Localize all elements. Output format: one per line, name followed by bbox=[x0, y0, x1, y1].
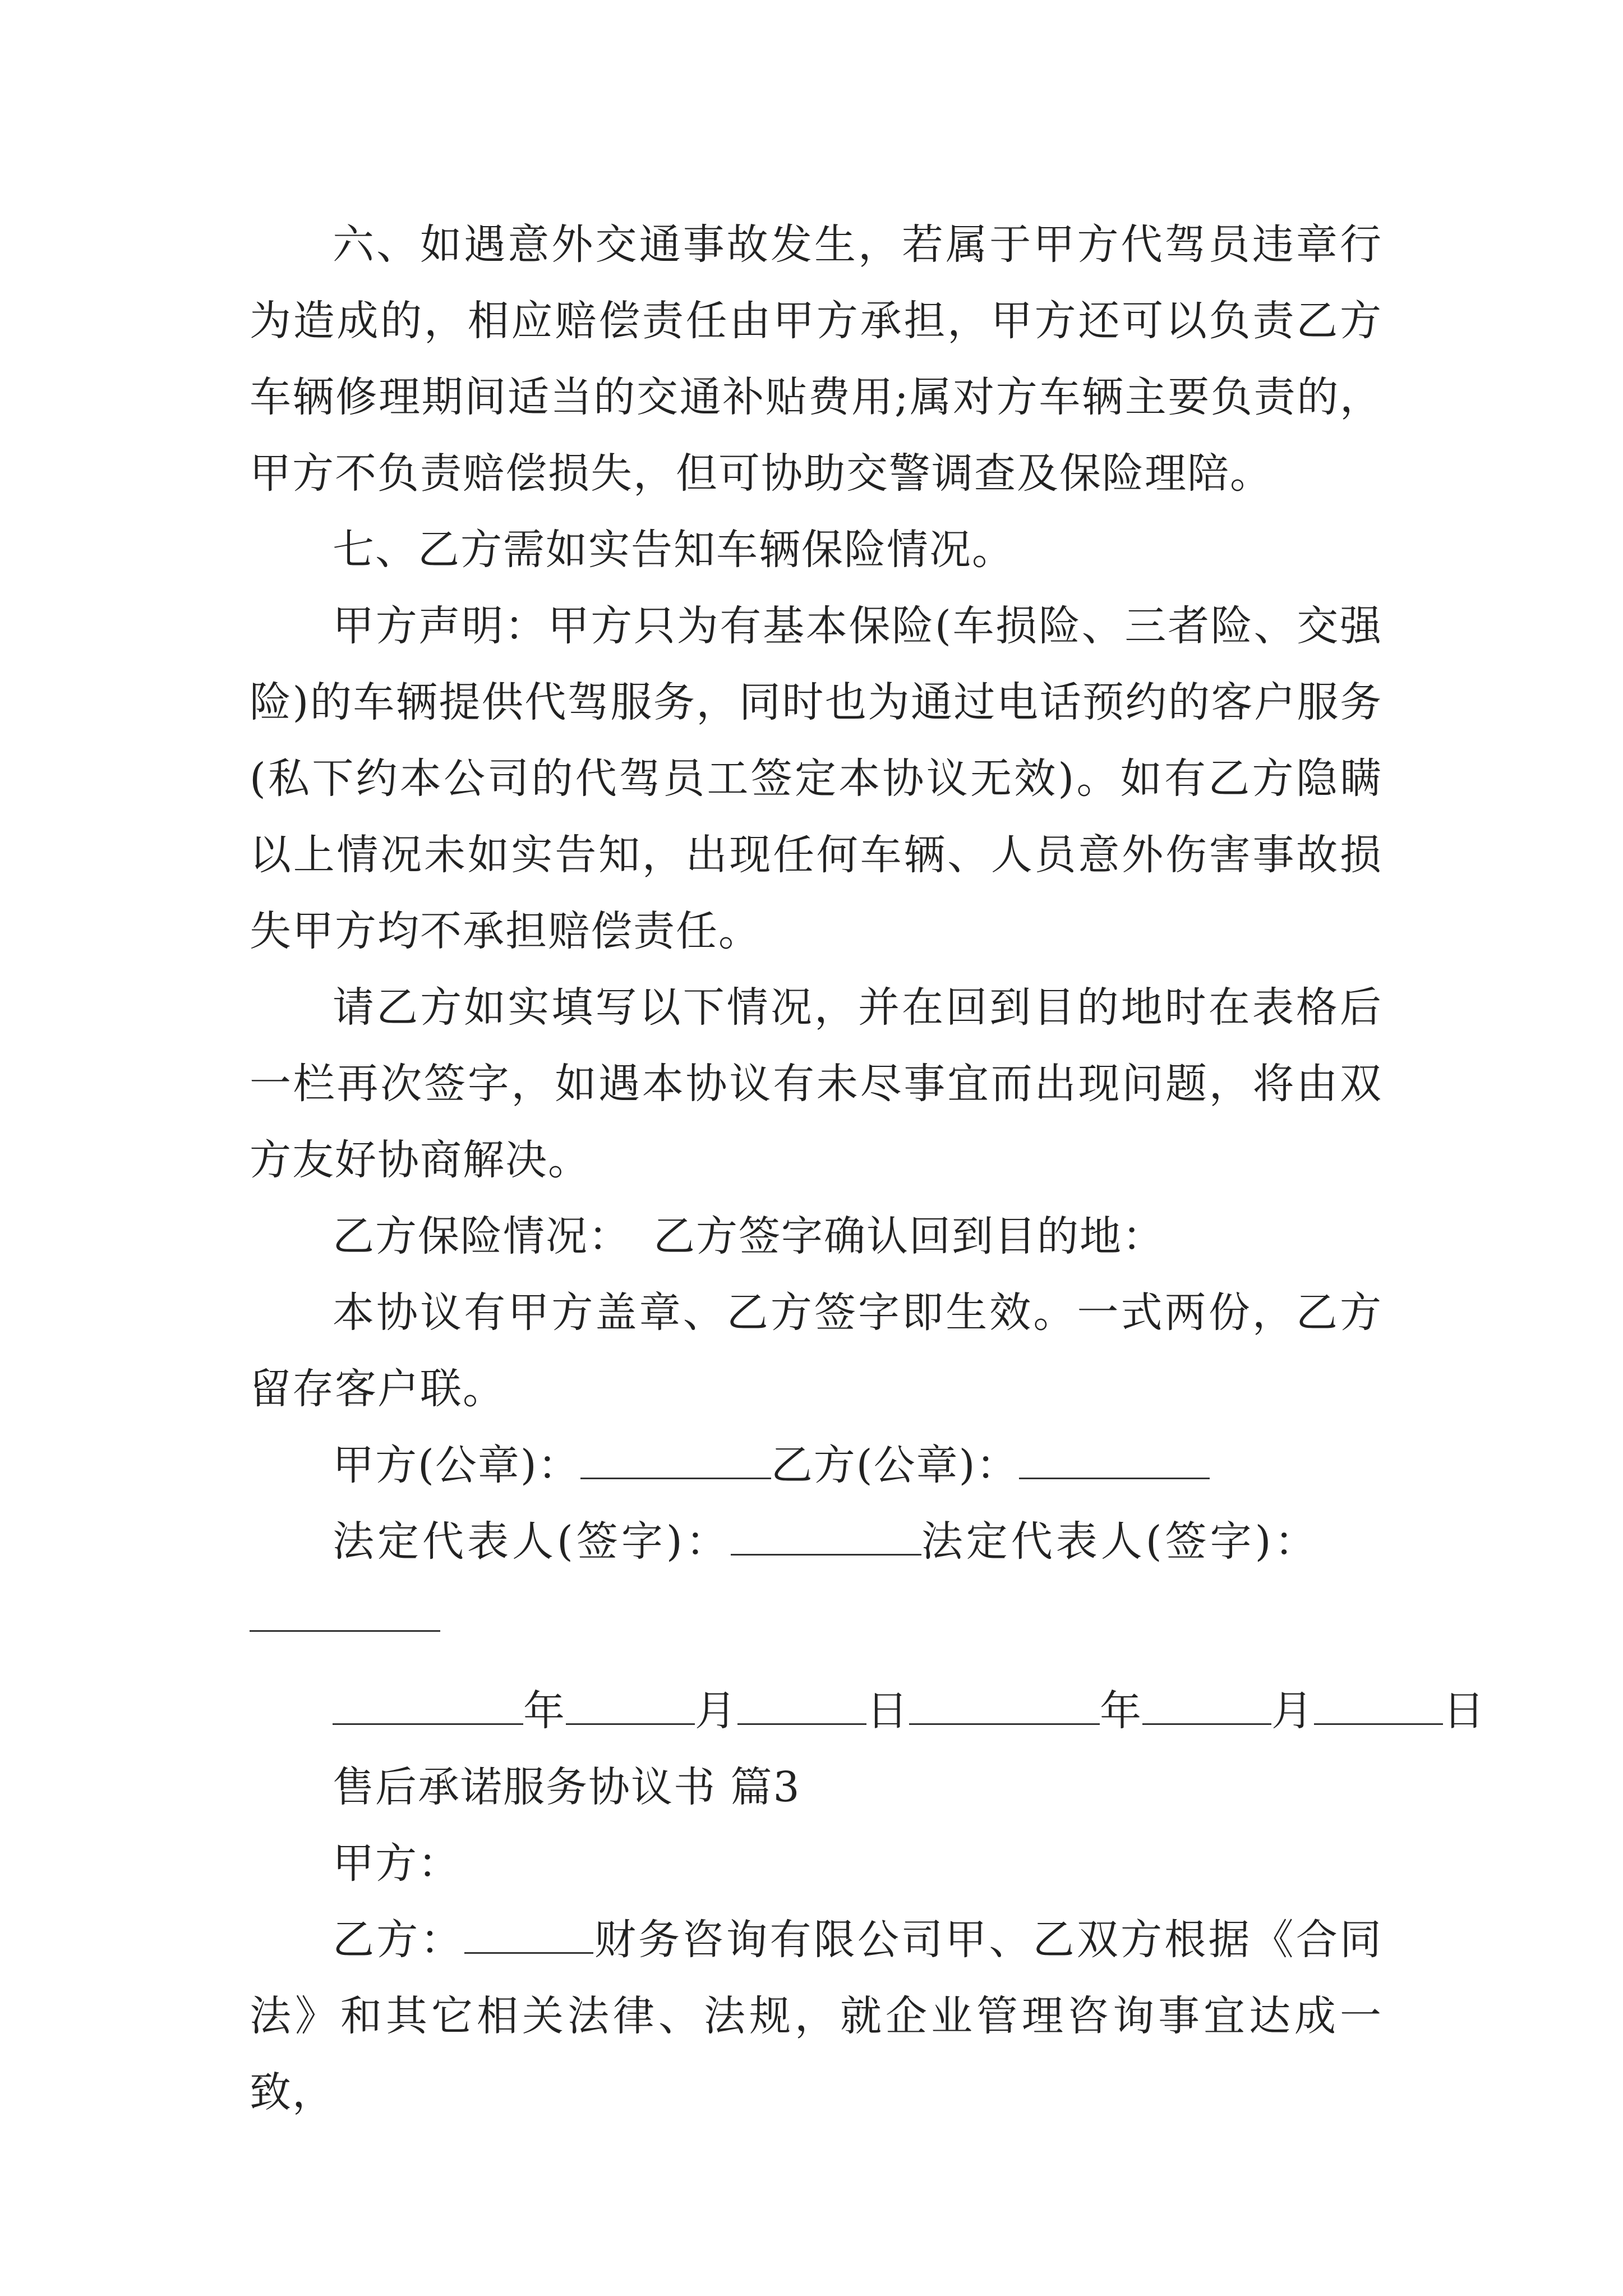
month-a-label: 月 bbox=[695, 1687, 737, 1735]
party-a-label: 甲方： bbox=[333, 1839, 460, 1888]
rep-a-blank[interactable] bbox=[731, 1515, 921, 1556]
rep-a-label: 法定代表人(签字)： bbox=[333, 1517, 731, 1566]
party-b-paragraph bbox=[250, 1902, 1382, 2131]
party-b-text: 财务咨询有限公司甲、乙双方根据《合同法》和其它相关法律、法规，就企业管理咨询事宜达成一致， bbox=[250, 1916, 1383, 2116]
party-a-seal-blank[interactable] bbox=[580, 1438, 771, 1479]
party-a-seal-label: 甲方(公章)： bbox=[333, 1441, 580, 1489]
day-b-blank[interactable] bbox=[1314, 1684, 1443, 1725]
party-a-declaration: 甲方声明：甲方只为有基本保险(车损险、三者险、交强险)的车辆提供代驾服务，同时也为通过电话预约的客户服务(私下约本公司的代驾员工签定本协议无效)。如有乙方隐瞒以上情况未如实告知，出现任何车辆、人员意外伤害事故损失甲方均不承担赔偿责任。 bbox=[250, 602, 1382, 955]
rep-b-label: 法定代表人(签字)： bbox=[921, 1517, 1320, 1566]
rep-b-blank[interactable] bbox=[250, 1630, 440, 1632]
document-body bbox=[250, 206, 1486, 2131]
day-a-label: 日 bbox=[866, 1687, 909, 1735]
year-a-label: 年 bbox=[523, 1687, 566, 1735]
party-b-seal-blank[interactable] bbox=[1019, 1438, 1210, 1479]
representative-line bbox=[250, 1503, 1382, 1580]
party-b-company-blank[interactable] bbox=[464, 1913, 593, 1954]
year-b-label: 年 bbox=[1100, 1687, 1142, 1735]
section-title: 售后承诺服务协议书 篇3 bbox=[333, 1763, 801, 1811]
arrival-label: 乙方签字确认回到目的地： bbox=[653, 1212, 1165, 1260]
seal-line bbox=[250, 1427, 1382, 1503]
fill-request-paragraph: 请乙方如实填写以下情况，并在回到目的地时在表格后一栏再次签字，如遇本协议有未尽事宜而出现问题，将由双方友好协商解决。 bbox=[250, 983, 1382, 1184]
date-line bbox=[250, 1673, 1486, 1749]
party-b-label: 乙方： bbox=[333, 1916, 464, 1964]
day-b-label: 日 bbox=[1443, 1687, 1486, 1735]
insurance-line bbox=[250, 1198, 1382, 1274]
month-a-blank[interactable] bbox=[566, 1684, 695, 1725]
party-b-seal-label: 乙方(公章)： bbox=[771, 1441, 1019, 1489]
clause-seven: 七、乙方需如实告知车辆保险情况。 bbox=[333, 526, 1015, 574]
month-b-label: 月 bbox=[1271, 1687, 1314, 1735]
insurance-label: 乙方保险情况： bbox=[333, 1212, 631, 1260]
month-b-blank[interactable] bbox=[1142, 1684, 1271, 1725]
rep-b-blank-line bbox=[250, 1596, 1382, 1673]
day-a-blank[interactable] bbox=[737, 1684, 866, 1725]
year-b-blank[interactable] bbox=[909, 1684, 1100, 1725]
year-a-blank[interactable] bbox=[333, 1684, 523, 1725]
clause-six: 六、如遇意外交通事故发生，若属于甲方代驾员违章行为造成的，相应赔偿责任由甲方承担，甲方还可以负责乙方车辆修理期间适当的交通补贴费用;属对方车辆主要负责的，甲方不负责赔偿损失，但可协助交警调查及保险理陪。 bbox=[250, 220, 1382, 498]
effective-paragraph: 本协议有甲方盖章、乙方签字即生效。一式两份，乙方留存客户联。 bbox=[250, 1289, 1382, 1413]
